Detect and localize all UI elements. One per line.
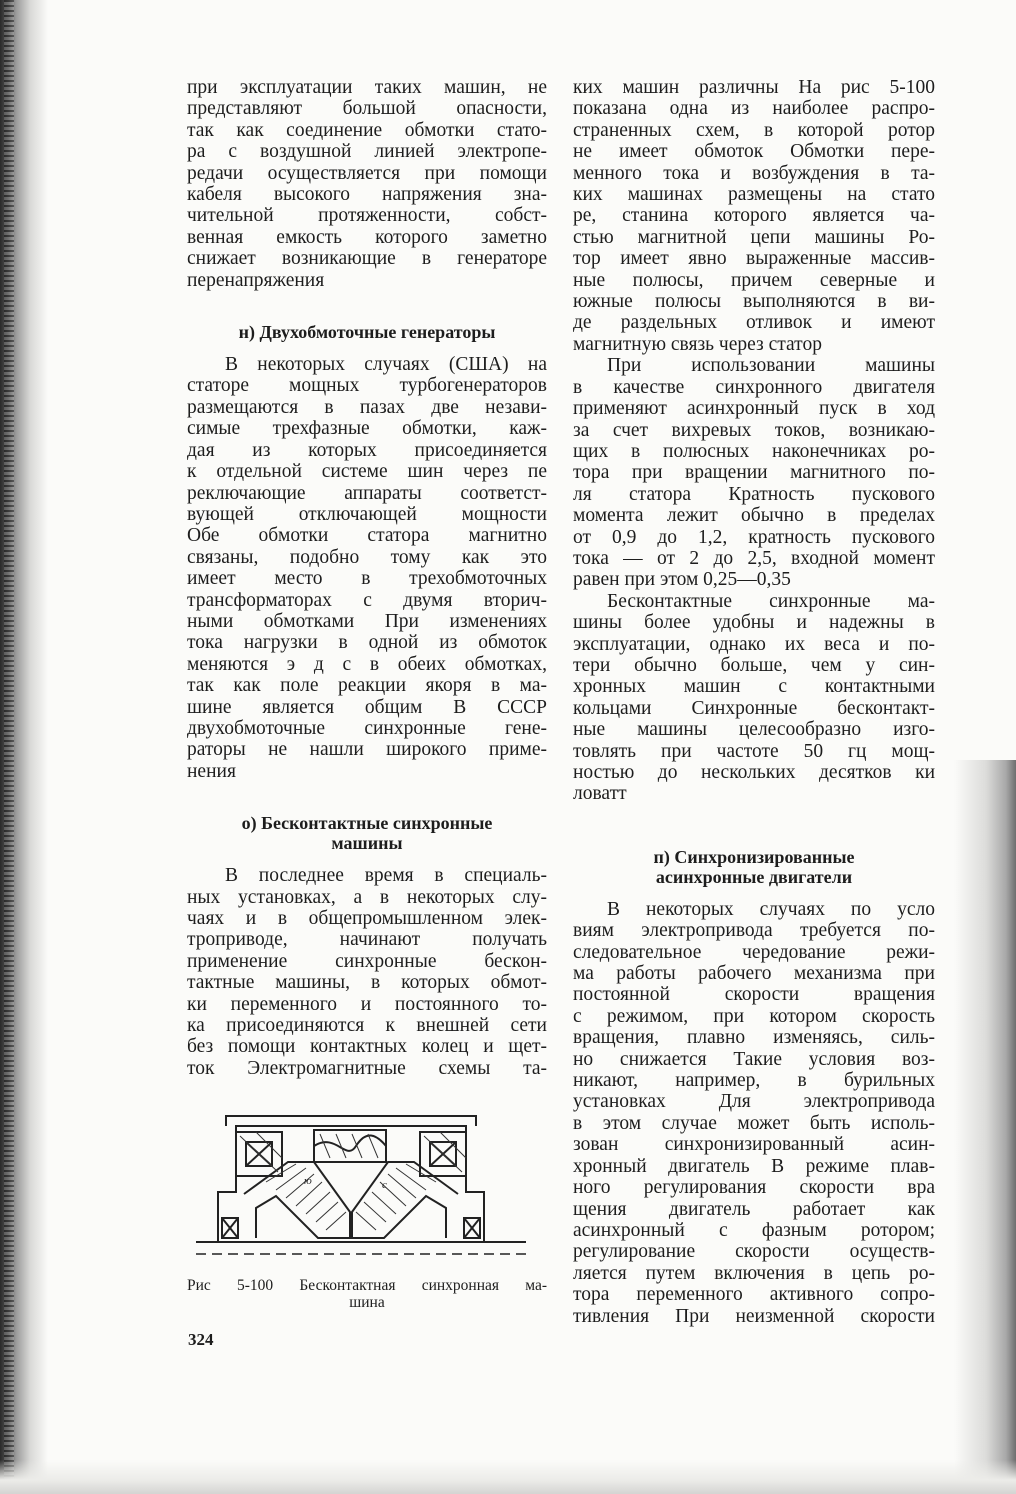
text-line: равен при этом 0,25—0,35 — [573, 569, 791, 591]
text-line: ные машины целесообразно изго- — [573, 719, 935, 741]
paragraph-synchronized-motors — [573, 899, 935, 1327]
text-line: В некоторых случаях (США) на — [225, 354, 547, 376]
text-line: ма работы рабочего механизма при — [573, 963, 935, 985]
text-line: шины более удобны и надежны в — [573, 612, 935, 634]
text-line: нения — [187, 760, 236, 782]
page-number: 324 — [188, 1330, 214, 1349]
text-line: никают, например, в бурильных — [573, 1070, 935, 1092]
text-line: снижает возникающие в генераторе — [187, 248, 547, 270]
text-line: момента лежит обычно в пределах — [573, 505, 935, 527]
text-line: ные полюсы, причем северные и — [573, 269, 935, 291]
text-line: с режимом, при котором скорость — [573, 1005, 935, 1027]
text-line: ными обмотками При изменениях — [187, 610, 547, 632]
section-heading-o-continued: машины — [331, 833, 403, 854]
text-line: хронных машин с контактными — [573, 676, 935, 698]
text-line: вращения, плавно изменяясь, силь- — [573, 1027, 935, 1049]
section-heading-p: п) Синхронизированные — [653, 846, 855, 867]
text-line: тактные машины, в которых обмот- — [187, 972, 547, 994]
text-line: раторы не нашли широкого приме- — [187, 739, 547, 761]
left-column — [187, 77, 547, 1079]
text-line: ток Электромагнитные схемы та- — [187, 1057, 547, 1079]
text-line: представляют большой опасности, — [187, 98, 547, 120]
text-line: статоре мощных турбогенераторов — [187, 375, 547, 397]
paragraph-motor-start — [573, 355, 935, 590]
text-line: установках Для электропривода — [573, 1091, 935, 1113]
text-line: применение синхронные бескон- — [187, 950, 547, 972]
text-line: де раздельных отливок и имеют — [573, 312, 935, 334]
text-line: щих в полюсных наконечниках ро- — [573, 440, 935, 462]
text-line: тора при вращении магнитного по- — [573, 462, 935, 484]
text-line: связаны, подобно тому как это — [187, 546, 547, 568]
text-line: реключающие аппараты соответст- — [187, 482, 547, 504]
text-line: хронный двигатель В режиме плав- — [573, 1155, 935, 1177]
right-column — [573, 77, 935, 1327]
text-line: При использовании машины — [607, 355, 935, 377]
text-line: так как поле реакции якоря в ма- — [187, 675, 547, 697]
text-line: редачи осуществляется при помощи — [187, 162, 547, 184]
text-line: ра с воздушной линией электропе- — [187, 141, 547, 163]
text-line: при эксплуатации таких машин, не — [187, 77, 547, 98]
text-line: показана одна из наиболее распро- — [573, 98, 935, 120]
text-line: ля статора Кратность пускового — [573, 483, 935, 505]
text-line: ляется путем включения в цепь ро- — [573, 1262, 935, 1284]
text-line: дая из которых присоединяется — [187, 439, 547, 461]
text-line: за счет вихревых токов, возникаю- — [573, 419, 935, 441]
text-line: размещаются в пазах две незави- — [187, 396, 547, 418]
text-line: трансформаторах с двумя вторич- — [187, 589, 547, 611]
text-line: регулирование скорости осуществ- — [573, 1241, 935, 1263]
text-line: ких машинах размещены на стато — [573, 184, 935, 206]
text-line: троприводе, начинают получать — [187, 929, 547, 951]
text-line: зован синхронизированный асин- — [573, 1134, 935, 1156]
text-line: кольцами Синхронные бесконтакт- — [573, 697, 935, 719]
text-line: ных установках, а в некоторых слу- — [187, 886, 547, 908]
text-line: Обе обмотки статора магнитно — [187, 525, 547, 547]
text-line: менного тока и возбуждения в та- — [573, 162, 935, 184]
text-line: товлять при частоте 50 гц мощ- — [573, 740, 935, 762]
text-line: тивления При неизменной скорости — [573, 1305, 935, 1327]
section-heading-o: о) Бесконтактные синхронные — [241, 813, 493, 834]
caption-line: Рис 5-100 Бесконтактная синхронная ма- — [187, 1277, 547, 1294]
text-line: чаях и в общепромышленном элек- — [187, 908, 547, 929]
text-line: не имеет обмоток Обмотки пере- — [573, 141, 935, 163]
text-line: чительной протяженности, собст- — [187, 205, 547, 227]
text-line: симые трехфазные обмотки, каж- — [187, 418, 547, 440]
text-line: вующей отключающей мощности — [187, 503, 547, 525]
text-line: от 0,9 до 1,2, кратность пускового — [573, 526, 935, 548]
text-line: магнитную связь через статор — [573, 333, 822, 355]
text-line: в этом случае может быть исполь- — [573, 1112, 935, 1134]
text-line: имеет место в трехобмоточных — [187, 568, 547, 590]
text-line: следовательное чередование режи- — [573, 941, 935, 963]
text-line: к отдельной системе шин через пе — [187, 461, 547, 483]
text-line: страненных схем, в которой ротор — [573, 119, 935, 141]
text-line: Бесконтактные синхронные ма- — [607, 590, 935, 612]
text-line: виям электропривода требуется по- — [573, 920, 935, 942]
text-line: без помощи контактных колец и щет- — [187, 1036, 547, 1058]
paragraph-schemes — [573, 77, 935, 355]
paragraph-dual-winding — [187, 354, 547, 782]
text-line: постоянной скорости вращения — [573, 984, 935, 1006]
text-line: тора переменного активного сопро- — [573, 1284, 935, 1306]
text-line: кабеля высокого напряжения зна- — [187, 184, 547, 206]
figure-label-b: с — [382, 1179, 387, 1191]
text-line: ностью до нескольких десятков ки — [573, 762, 935, 783]
text-line: тери обычно больше, чем у син- — [573, 654, 935, 676]
text-line: тока — от 2 до 2,5, входной момент — [573, 547, 935, 569]
text-line: ре, станина которого является ча- — [573, 205, 935, 227]
text-line: ного регулирования скорости вра — [573, 1177, 935, 1199]
text-line: перенапряжения — [187, 269, 325, 291]
text-line: В некоторых случаях по усло — [607, 898, 935, 920]
text-line: щения двигатель работает как — [573, 1198, 935, 1220]
text-line: ловатт — [573, 783, 627, 805]
text-line: ки переменного и постоянного то- — [187, 993, 547, 1015]
text-line: ких машин различны На рис 5-100 — [573, 77, 935, 98]
text-line: асинхронный с фазным ротором; — [573, 1219, 935, 1241]
figure-caption — [187, 1277, 547, 1311]
text-line: в качестве синхронного двигателя — [573, 376, 935, 398]
page-edge-shadow-right — [954, 760, 1016, 1494]
text-line: венная емкость которого заметно — [187, 226, 547, 248]
page-binding-shadow-left — [0, 0, 48, 1494]
text-line: ка присоединяются к внешней сети — [187, 1015, 547, 1037]
text-line: южные полюсы выполняются в ви- — [573, 291, 935, 313]
page-edge-shadow-bottom — [0, 1460, 1016, 1494]
text-line: тор имеет явно выраженные массив- — [573, 248, 935, 270]
text-line: двухобмоточные синхронные гене- — [187, 717, 547, 739]
text-line: эксплуатации, однако их веса и по- — [573, 633, 935, 655]
section-heading-n: н) Двухобмоточные генераторы — [238, 322, 496, 343]
paragraph-brushless — [187, 865, 547, 1079]
figure-label-a: ю — [304, 1175, 312, 1187]
text-line: тока нагрузки в одной из обмоток — [187, 632, 547, 654]
text-line: шине является общим В СССР — [187, 696, 547, 718]
section-heading-p-continued: асинхронные двигатели — [655, 866, 853, 887]
text-line: но снижается Такие условия воз- — [573, 1048, 935, 1070]
text-line: так как соединение обмотки стато- — [187, 119, 547, 141]
text-line: стью магнитной цепи машины Ро- — [573, 226, 935, 248]
text-line: применяют асинхронный пуск в ход — [573, 398, 935, 420]
text-line: В последнее время в специаль- — [225, 865, 547, 887]
caption-line: шина — [349, 1294, 385, 1311]
brushless-machine-figure — [196, 1112, 526, 1260]
paragraph-brushless-advantages — [573, 591, 935, 805]
paragraph-overvoltage — [187, 77, 547, 291]
text-line: меняются э д с в обеих обмотках, — [187, 653, 547, 675]
